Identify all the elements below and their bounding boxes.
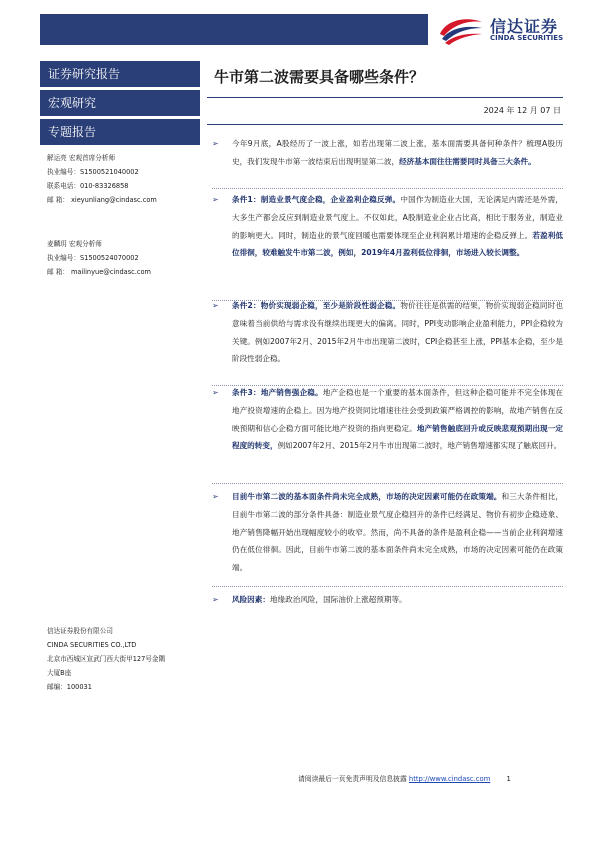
sidebar-tab-macro-research: 宏观研究 — [40, 90, 200, 116]
sidebar — [40, 61, 200, 811]
bullet-heading: 条件2：物价实现弱企稳，至少是阶段性弱企稳。 — [232, 301, 401, 310]
arrow-bullet-icon: ➢ — [212, 139, 219, 148]
analyst-1-email[interactable]: 邮 箱： xieyunliang@cindasc.com — [47, 196, 157, 204]
summary-bullet-condition-2 — [212, 297, 563, 368]
report-title: 牛市第二波需要具备哪些条件？ — [214, 68, 425, 86]
summary-bullet-current-status — [212, 488, 563, 577]
header-bar — [40, 14, 428, 45]
date-divider — [207, 124, 563, 125]
summary-bullet-condition-1 — [212, 191, 563, 262]
cinda-logo-mark-icon — [436, 12, 486, 48]
logo-name-cn: 信达证券 — [490, 17, 559, 36]
analyst-1-license: 执业编号：S1500521040002 — [47, 168, 139, 176]
arrow-bullet-icon: ➢ — [212, 195, 219, 204]
summary-bullet-risk — [212, 591, 563, 609]
company-address-line1: 北京市西城区宣武门西大街甲127号金隅 — [47, 655, 166, 663]
analyst-1-name: 解运亮 宏观首席分析师 — [47, 154, 116, 162]
cinda-logo — [436, 12, 586, 48]
company-name-en: CINDA SECURITIES CO.,LTD — [47, 641, 137, 649]
footer-website-link[interactable]: http://www.cindasc.com — [408, 775, 491, 783]
page-number: 1 — [506, 775, 511, 783]
analyst-2-name: 麦麟玥 宏观分析师 — [47, 240, 102, 248]
bullet-text: 例如2007年2月、2015年2月牛市出现第二波时，地产销售增速都实现了触底回升。 — [277, 441, 562, 451]
bullet-heading: 目前牛市第二波的基本面条件尚未完全成熟，市场的决定因素可能仍在政策端。 — [232, 492, 502, 501]
analyst-2-email[interactable]: 邮 箱： mailinyue@cindasc.com — [47, 268, 151, 276]
bullet-text: 地缘政治风险，国际油价上涨超预期等。 — [269, 595, 407, 604]
arrow-bullet-icon: ➢ — [212, 388, 219, 397]
analyst-2-license: 执业编号：S1500524070002 — [47, 254, 139, 262]
arrow-bullet-icon: ➢ — [212, 301, 219, 310]
bullet-emphasis: 地产销售触底回升或反映悲观预期出现一定程度的转变， — [232, 423, 564, 451]
analyst-1-phone: 联系电话：010-83326858 — [47, 182, 129, 190]
company-postcode: 邮编：100031 — [47, 683, 92, 691]
summary-bullet-intro — [212, 135, 563, 171]
bullet-text: 中国作为制造业大国，无论满足内需还是外需，大多生产都会反应到制造业景气度上。不仅如此，A股制造业企业占比高，相比于服务业，制造业的影响更大。同时，制造业的景气度回暖也需要体现至企业利润累计增速的企稳反弹上。 — [232, 195, 564, 240]
sidebar-tab-securities-research: 证券研究报告 — [40, 61, 200, 87]
arrow-bullet-icon: ➢ — [212, 492, 219, 501]
arrow-bullet-icon: ➢ — [212, 595, 219, 604]
bullet-text: 地产企稳也是一个重要的基本面条件，但这种企稳可能并不完全体现在地产投资增速的企稳上。因为地产投资同比增速往往会受到政策严格调控的影响，故地产销售在反映预期和信心企稳方面可能比地产投资的指向更稳定。 — [232, 388, 563, 433]
bullet-heading: 风险因素： — [232, 595, 270, 604]
bullet-divider — [212, 188, 563, 189]
bullet-divider — [212, 586, 563, 587]
bullet-text: 和三大条件相比，目前牛市第二波的部分条件具备：制造业景气度企稳回升的条件已经满足、物价有初步企稳迹象、地产销售降幅开始出现幅度较小的收窄。然而，尚不具备的条件是盈利企稳——当前企业利润增速仍在低位徘徊。因此，目前牛市第二波的基本面条件尚未完全成熟，市场的决定因素可能仍在政策端。 — [232, 492, 564, 573]
footer-disclaimer: 请阅读最后一页免责声明及信息披露 — [298, 775, 407, 783]
page-footer — [298, 773, 511, 783]
bullet-text: 今年9月底，A股经历了一波上涨，如若出现第二波上涨，基本面需要具备何种条件？梳理A股历史，我们发现牛市第一波结束后出现明显第二波， — [232, 139, 563, 166]
company-name-cn: 信达证券股份有限公司 — [47, 627, 113, 635]
report-date: 2024 年 12 月 07 日 — [483, 106, 561, 115]
sidebar-tab-special-report: 专题报告 — [40, 119, 200, 145]
bullet-emphasis: 若盈利低位徘徊，较难触发牛市第二波，例如，2019年4月盈利低位徘徊，市场进入较长调整。 — [232, 230, 564, 258]
company-address-line2: 大厦B座 — [47, 669, 72, 677]
bullet-heading: 条件3：地产销售强企稳。 — [232, 388, 323, 397]
bullet-text: 物价往往是供需的结果，物价实现弱企稳同时也意味着当前供给与需求没有继续出现更大的偏离。同时，PPI变动影响企业盈利能力，PPI企稳较为关键。例如2007年2月、2015年2月牛市出现第二波时，CPI企稳甚至上涨，PPI基本企稳，至少是阶段性弱企稳。 — [232, 301, 564, 364]
logo-name-en: CINDA SECURITIES — [490, 34, 564, 42]
bullet-heading: 条件1：制造业景气度企稳，企业盈利企稳反弹。 — [232, 195, 401, 204]
summary-bullet-condition-3 — [212, 384, 563, 455]
bullet-divider — [212, 483, 563, 484]
title-divider — [207, 97, 563, 98]
bullet-emphasis: 经济基本面往往需要同时具备三大条件。 — [399, 156, 536, 166]
